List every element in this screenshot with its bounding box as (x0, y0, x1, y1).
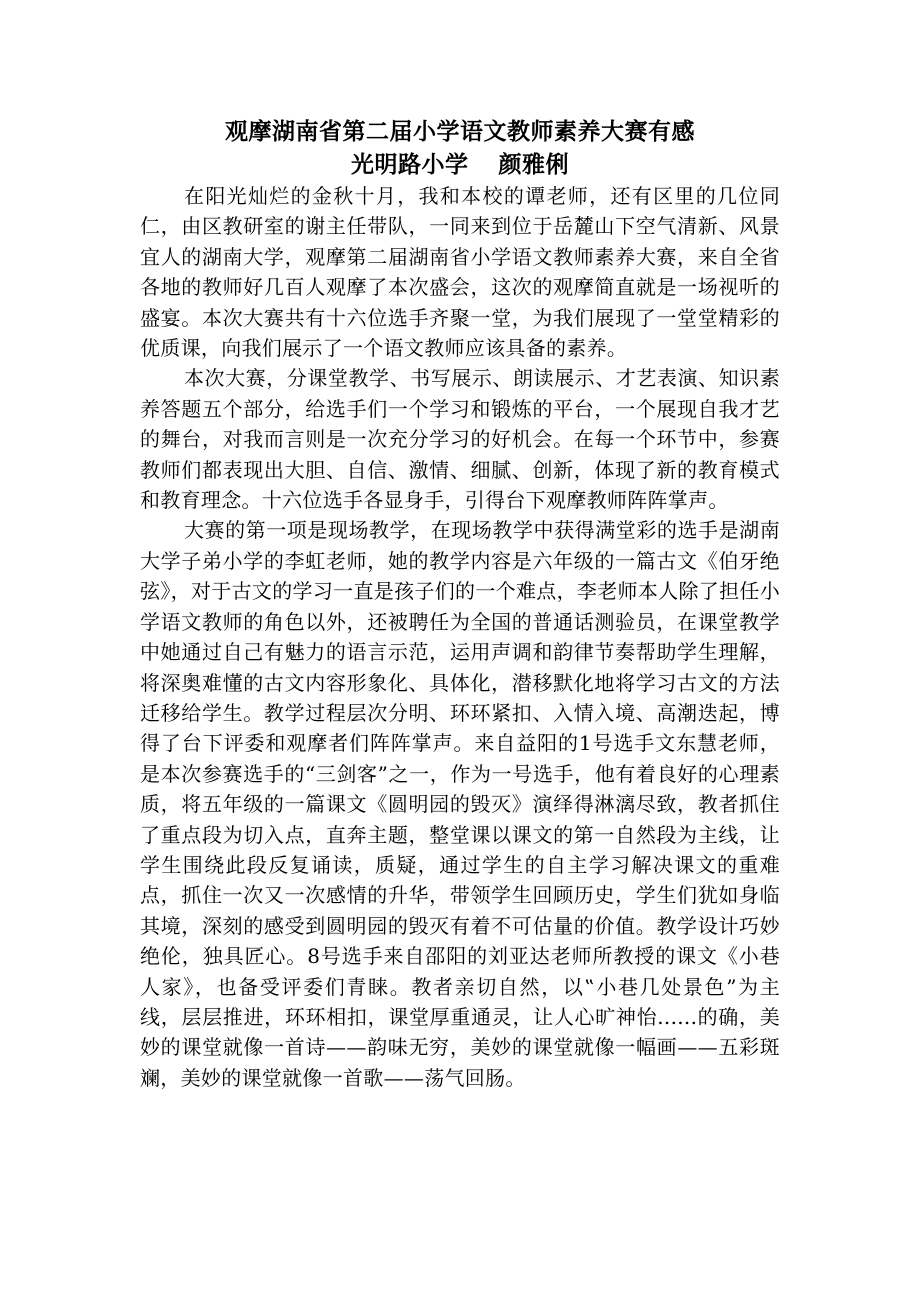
author-line (0, 150, 920, 180)
article-body (140, 181, 780, 1093)
paragraph-1: 在阳光灿烂的金秋十月，我和本校的谭老师，还有区里的几位同仁，由区教研室的谢主任带队，一同来到位于岳麓山下空气清新、风景宜人的湖南大学，观摩第二届湖南省小学语文教师素养大赛，来自全省各地的教师好几百人观摩了本次盛会，这次的观摩简直就是一场视听的盛宴。本次大赛共有十六位选手齐聚一堂，为我们展现了一堂堂精彩的优质课，向我们展示了一个语文教师应该具备的素养。 (140, 184, 780, 361)
school-name: 光明路小学 (351, 152, 469, 178)
document-title: 观摩湖南省第二届小学语文教师素养大赛有感 (225, 119, 695, 145)
paragraph-2: 本次大赛，分课堂教学、书写展示、朗读展示、才艺表演、知识素养答题五个部分，给选手们一个学习和锻炼的平台，一个展现自我才艺的舞台，对我而言则是一次充分学习的好机会。在每一个环节中，参赛教师们都表现出大胆、自信、激情、细腻、创新，体现了新的教育模式和教育理念。十六位选手各显身手，引得台下观摩教师阵阵掌声。 (140, 366, 780, 513)
paragraph-3: 大赛的第一项是现场教学，在现场教学中获得满堂彩的选手是湖南大学子弟小学的李虹老师，她的教学内容是六年级的一篇古文《伯牙绝弦》，对于古文的学习一直是孩子们的一个难点，李老师本人除了担任小学语文教师的角色以外，还被聘任为全国的普通话测验员，在课堂教学中她通过自己有魅力的语言示范，运用声调和韵律节奏帮助学生理解，将深奥难懂的古文内容形象化、具体化，潜移默化地将学习古文的方法迁移给学生。教学过程层次分明、环环紧扣、入情入境、高潮迭起，博得了台下评委和观摩者们阵阵掌声。来自益阳的1号选手文东慧老师，是本次参赛选手的“三剑客”之一，作为一号选手，他有着良好的心理素质，将五年级的一篇课文《圆明园的毁灭》演绎得淋漓尽致，教者抓住了重点段为切入点，直奔主题，整堂课以课文的第一自然段为主线，让学生围绕此段反复诵读，质疑，通过学生的自主学习解决课文的重难点，抓住一次又一次感情的升华，带领学生回顾历史，学生们犹如身临其境，深刻的感受到圆明园的毁灭有着不可估量的价值。教学设计巧妙绝伦，独具匠心。8号选手来自邵阳的刘亚达老师所教授的课文《小巷人家》，也备受评委们青睐。教者亲切自然，以‟小巷几处景色”为主线，层层推进，环环相扣，课堂厚重通灵，让人心旷神怡......的确，美妙的课堂就像一首诗——韵味无穷，美妙的课堂就像一幅画——五彩斑斓，美妙的课堂就像一首歌——荡气回肠。 (140, 518, 780, 1090)
author-name: 颜雅俐 (498, 152, 569, 178)
